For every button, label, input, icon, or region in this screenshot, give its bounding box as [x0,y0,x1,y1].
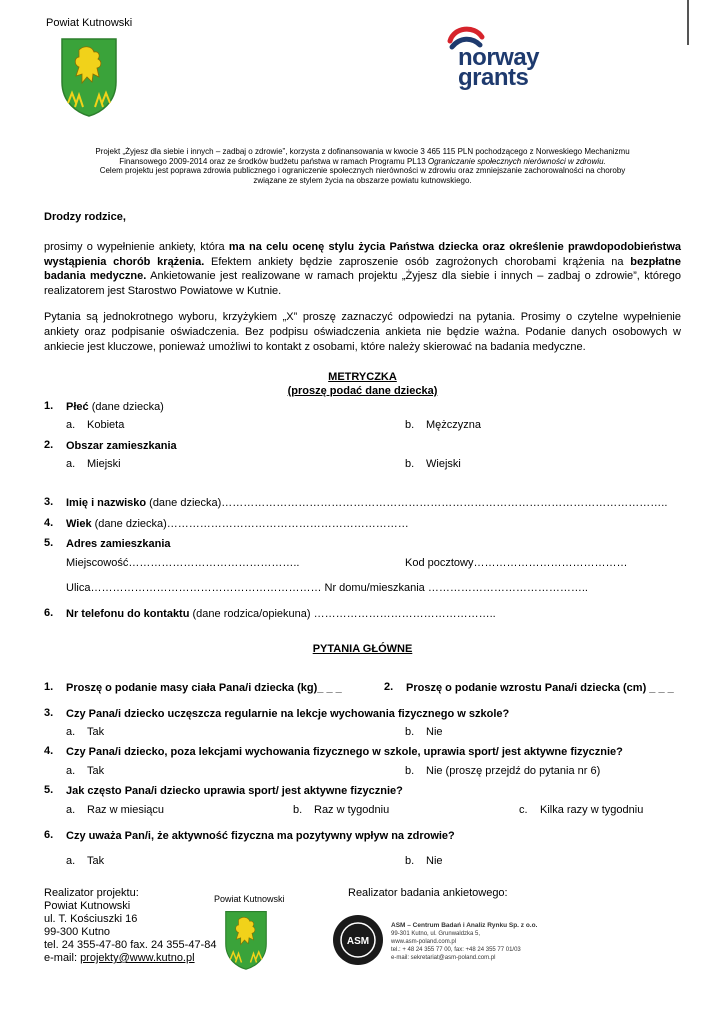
asm-title: ASM – Centrum Badań i Analiz Rynku Sp. z o.o. [391,922,538,929]
p-q5-b-letter: b. [293,804,303,816]
p-q3-option-b[interactable]: Nie [426,726,443,738]
p-q5-option-a[interactable]: Raz w miesiącu [87,804,165,816]
m-q1-option-b[interactable]: Mężczyzna [426,419,482,431]
m-q5-number: 5. [44,537,54,549]
program-name: Ograniczanie społecznych nierówności w zdrowiu. [427,156,606,166]
asm-email: e-mail: sekretariat@asm-poland.com.pl [391,955,496,961]
p-q6-option-a[interactable]: Tak [87,855,105,867]
m-q1-rest: (dane dziecka) [88,401,164,413]
project-info-line4: związane ze stylem życia na obszarze powiatu kutnowskiego. [253,175,472,185]
m-q1-bold: Płeć [66,401,89,413]
p1b: ma na celu ocenę stylu życia Państwa dziecka oraz określenie prawdopodobieństwa wystąpienia chorób krążenia. [44,241,681,268]
p-q5-c-letter: c. [519,804,528,816]
p-q4-question: Czy Pana/i dziecko, poza lekcjami wychowania fizycznego w szkole, uprawia sport/ jest aktywne fizycznie? [66,746,623,758]
p1a: prosimy o wypełnienie ankiety, która [44,241,229,253]
p1e: Ankietowanie jest realizowane w ramach projektu „Żyjesz dla siebie i innych – zadbaj o zdrowie”, którego realizatorem jest Starostwo Powiatowe w Kutnie. [44,270,681,297]
p-q6-a-letter: a. [66,855,76,867]
m-q4-number: 4. [44,517,54,529]
county-crest-icon [60,37,118,117]
m-q4-bold: Wiek [66,518,92,530]
project-info-line2a: Finansowego 2009-2014 oraz ze środków budżetu państwa w ramach Programu PL13 [119,156,428,166]
survey-realizer-label: Realizator badania ankietowego: [348,887,508,899]
m-q1-option-a[interactable]: Kobieta [87,419,125,431]
grants-word: grants [458,64,529,91]
asm-logo-icon [332,914,384,966]
m-q6-bold: Nr telefonu do kontaktu [66,608,190,620]
m-q3-field[interactable] [66,496,667,510]
m-q1-b-letter: b. [405,419,415,431]
m-q2-option-b[interactable]: Wiejski [426,458,461,470]
realizer-email-row [44,952,216,965]
county-name: Powiat Kutnowski [46,17,133,29]
m-q5-city-field[interactable]: Miejscowość……………………………………….. [66,557,300,569]
m-q6-rest: (dane rodzica/opiekuna) ………………………………………….. [189,608,496,620]
asm-address: 99-301 Kutno, ul. Grunwaldzka 5, [391,931,481,937]
p-q5-question: Jak często Pana/i dziecko uprawia sport/ jest aktywne fizycznie? [66,785,403,797]
m-q1-number: 1. [44,400,54,412]
project-info-line1: Projekt „Żyjesz dla siebie i innych – zadbaj o zdrowie”, korzysta z dofinansowania w kwocie 3 465 115 PLN pochodzącego z Norweskiego Mechanizmu [95,147,630,156]
p-q4-number: 4. [44,745,54,757]
p-q2-question[interactable]: Proszę o podanie wzrostu Pana/i dziecka (cm) _ _ _ [406,682,674,694]
m-q1-a-letter: a. [66,419,76,431]
p-q4-option-a[interactable]: Tak [87,765,105,777]
p-q5-option-b[interactable]: Raz w tygodniu [314,804,390,816]
p1c: Efektem ankiety będzie zaproszenie osób zagrożonych chorobami krążenia na [204,255,631,268]
m-q1-question [66,400,164,414]
asm-phone: tel.: + 48 24 355 77 00, fax: +48 24 355 77 01/03 [391,947,521,953]
m-q2-option-a[interactable]: Miejski [87,458,121,470]
m-q2-b-letter: b. [405,458,415,470]
header-divider [687,0,689,45]
p-q3-number: 3. [44,707,54,719]
m-q6-field[interactable] [66,607,496,621]
norway-word: norway [458,44,540,71]
p-q1-question[interactable]: Proszę o podanie masy ciała Pana/i dziecka (kg)_ _ _ [66,682,342,694]
email-label: e-mail: [44,952,81,964]
p-q6-question: Czy uważa Pan/i, że aktywność fizyczna ma pozytywny wpływ na zdrowie? [66,830,455,842]
m-q5-street-field[interactable]: Ulica……………………………………………………… Nr domu/mieszkania …………………………………….. [66,582,588,594]
asm-info [391,922,566,962]
project-realizer-block [44,887,216,965]
m-q5-postal-field[interactable]: Kod pocztowy…………………………………… [405,557,628,569]
m-q2-question: Obszar zamieszkania [66,440,177,452]
m-q6-number: 6. [44,607,54,619]
m-q4-field[interactable] [66,517,409,531]
realizer-city: 99-300 Kutno [44,926,111,938]
realizer-org: Powiat Kutnowski [44,900,131,912]
intro-paragraph-2: Pytania są jednokrotnego wyboru, krzyżykiem „X” proszę zaznaczyć odpowiedzi na pytania. Prosimy o czytelne wypełnienie ankiety oraz podpisanie oświadczenia. Bez podpisu oświadczenia ankieta nie będzie ważna. Podanie danych osobowych w ankiecie jest kluczowe, ponieważ umożliwi to kontakt z osobami, które należy skierować na badania medyczne. [44,311,681,353]
project-info-line3: Celem projektu jest poprawa zdrowia publicznego i ograniczenie społecznych nierówności w zdrowiu oraz zmniejszanie zachorowalności na choroby [99,166,626,175]
p-q6-b-letter: b. [405,855,415,867]
metryczka-subtitle: (proszę podać dane dziecka) [287,385,438,397]
asm-logo-letters: ASM [346,936,370,947]
p-q5-a-letter: a. [66,804,76,816]
m-q3-bold: Imię i nazwisko [66,497,147,509]
intro-paragraph-1 [44,240,681,298]
metryczka-title: METRYCZKA [328,371,397,383]
project-info-line2 [40,157,685,167]
p-q3-b-letter: b. [405,726,415,738]
m-q3-number: 3. [44,496,54,508]
footer-crest-icon [223,910,269,970]
p-q4-option-b[interactable]: Nie (proszę przejdź do pytania nr 6) [426,765,601,777]
p-q4-a-letter: a. [66,765,76,777]
p-q2-number: 2. [384,681,394,693]
p-q3-option-a[interactable]: Tak [87,726,105,738]
realizer-label: Realizator projektu: [44,887,139,899]
p-q5-number: 5. [44,784,54,796]
p-q4-b-letter: b. [405,765,415,777]
m-q2-a-letter: a. [66,458,76,470]
footer-crest-caption: Powiat Kutnowski [214,894,285,904]
p1d: bezpłatne badania medyczne. [44,255,681,282]
m-q5-question: Adres zamieszkania [66,538,171,550]
realizer-phone: tel. 24 355-47-80 fax. 24 355-47-84 [44,939,217,951]
email-link[interactable]: projekty@www.kutno.pl [80,952,195,964]
p-q6-number: 6. [44,829,54,841]
asm-website: www.asm-poland.com.pl [391,939,457,945]
m-q3-rest: (dane dziecka)………………………………………………………………………………………………………….. [146,497,668,509]
m-q4-rest: (dane dziecka)………………………………………………………… [91,518,409,530]
realizer-street: ul. T. Kościuszki 16 [44,913,138,925]
greeting: Drodzy rodzice, [44,211,126,223]
m-q2-number: 2. [44,439,54,451]
p-q3-a-letter: a. [66,726,76,738]
norway-grants-wordmark [458,44,540,91]
pytania-title: PYTANIA GŁÓWNE [312,643,413,655]
p-q5-option-c[interactable]: Kilka razy w tygodniu [540,804,644,816]
project-info [40,147,685,185]
p-q1-number: 1. [44,681,54,693]
p-q3-question: Czy Pana/i dziecko uczęszcza regularnie na lekcje wychowania fizycznego w szkole? [66,708,510,720]
p-q6-option-b[interactable]: Nie [426,855,443,867]
